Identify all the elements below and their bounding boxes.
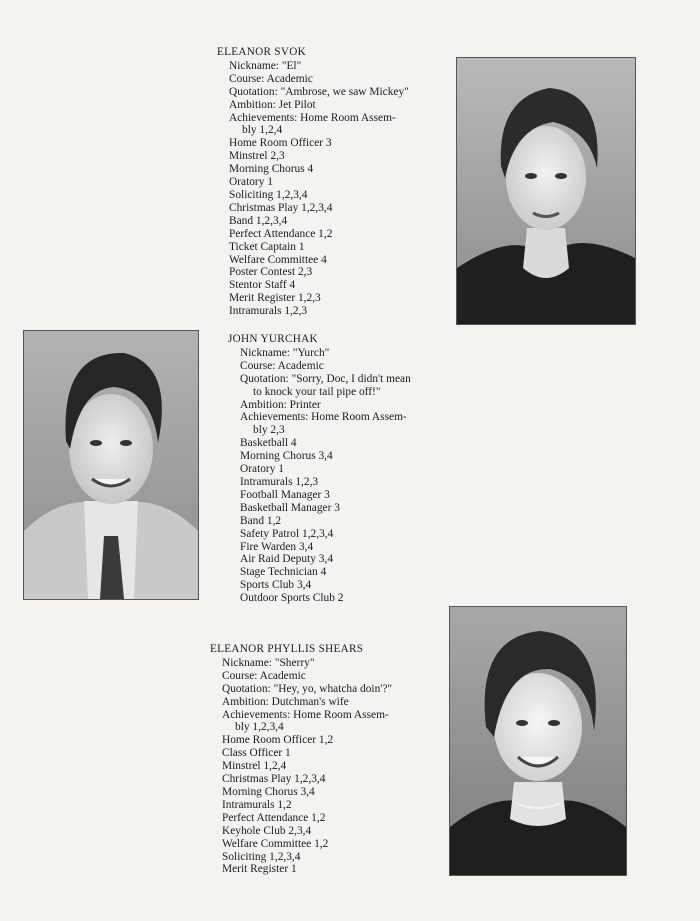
nickname: Nickname: "Yurch" (240, 346, 330, 359)
activity-item: Ticket Captain 1 (229, 240, 305, 253)
activity-item: Fire Warden 3,4 (240, 540, 314, 553)
activity-item: Soliciting 1,2,3,4 (222, 850, 301, 863)
activity-item: Perfect Attendance 1,2 (222, 811, 326, 824)
ambition: Ambition: Jet Pilot (229, 98, 316, 111)
activity-item: Air Raid Deputy 3,4 (240, 553, 334, 566)
quotation-continued: to knock your tail pipe off!" (253, 385, 381, 398)
activity-item: Safety Patrol 1,2,3,4 (240, 527, 334, 540)
nickname: Nickname: "El" (229, 59, 302, 72)
portrait-photo-eleanor-phyllis-shears (449, 606, 627, 876)
activity-item: Keyhole Club 2,3,4 (222, 824, 312, 837)
activity-item: Welfare Committee 1,2 (222, 837, 329, 850)
activity-item: Sports Club 3,4 (240, 579, 312, 592)
activity-item: Oratory 1 (229, 176, 273, 189)
activity-item: Merit Register 1,2,3 (229, 292, 321, 305)
achievements-continued: bly 1,2,3,4 (235, 721, 284, 734)
activity-item: Home Room Officer 1,2 (222, 734, 334, 747)
achievements: Achievements: Home Room Assem- (240, 411, 407, 424)
nickname: Nickname: "Sherry" (222, 656, 315, 669)
achievements: Achievements: Home Room Assem- (229, 111, 396, 124)
activity-item: Perfect Attendance 1,2 (229, 227, 333, 240)
activity-item: Band 1,2,3,4 (229, 214, 288, 227)
portrait-photo-john-yurchak (23, 330, 199, 600)
activity-item: Home Room Officer 3 (229, 137, 332, 150)
activity-item: Minstrel 1,2,4 (222, 760, 287, 773)
activity-item: Basketball Manager 3 (240, 501, 340, 514)
activity-item: Welfare Committee 4 (229, 253, 327, 266)
achievements: Achievements: Home Room Assem- (222, 708, 389, 721)
course: Course: Academic (240, 359, 324, 372)
student-name: ELEANOR SVOK (217, 46, 307, 58)
achievements-continued: bly 2,3 (253, 424, 285, 437)
activity-item: Basketball 4 (240, 437, 297, 450)
activity-item: Soliciting 1,2,3,4 (229, 188, 308, 201)
ambition: Ambition: Dutchman's wife (222, 695, 349, 708)
activity-item: Morning Chorus 4 (229, 163, 314, 176)
activity-item: Football Manager 3 (240, 488, 330, 501)
achievements-continued: bly 1,2,4 (242, 124, 283, 137)
activity-item: Christmas Play 1,2,3,4 (222, 773, 326, 786)
activity-item: Intramurals 1,2,3 (240, 475, 319, 488)
ambition: Ambition: Printer (240, 398, 321, 411)
activity-item: Poster Contest 2,3 (229, 266, 313, 279)
quotation: Quotation: "Sorry, Doc, I didn't mean (240, 372, 411, 385)
activity-item: Morning Chorus 3,4 (240, 450, 333, 463)
portrait-photo-eleanor-svok (456, 57, 636, 325)
activity-item: Outdoor Sports Club 2 (240, 592, 344, 605)
activity-item: Stentor Staff 4 (229, 279, 296, 292)
quotation: Quotation: "Ambrose, we saw Mickey" (229, 85, 409, 98)
activity-item: Intramurals 1,2 (222, 798, 292, 811)
course: Course: Academic (229, 72, 313, 85)
entry-eleanor-svok (217, 46, 409, 318)
entry-john-yurchak (228, 333, 411, 605)
student-name: JOHN YURCHAK (228, 333, 318, 345)
course: Course: Academic (222, 669, 306, 682)
entry-eleanor-phyllis-shears (210, 643, 393, 876)
activity-item: Stage Technician 4 (240, 566, 327, 579)
activity-item: Morning Chorus 3,4 (222, 785, 315, 798)
student-name: ELEANOR PHYLLIS SHEARS (210, 643, 364, 655)
activity-item: Band 1,2 (240, 514, 282, 527)
activity-item: Merit Register 1 (222, 863, 297, 876)
activity-item: Class Officer 1 (222, 747, 291, 760)
quotation: Quotation: "Hey, yo, whatcha doin'?" (222, 682, 393, 695)
activity-item: Christmas Play 1,2,3,4 (229, 201, 333, 214)
activity-item: Minstrel 2,3 (229, 150, 285, 163)
activity-item: Oratory 1 (240, 463, 284, 476)
activity-item: Intramurals 1,2,3 (229, 305, 308, 318)
